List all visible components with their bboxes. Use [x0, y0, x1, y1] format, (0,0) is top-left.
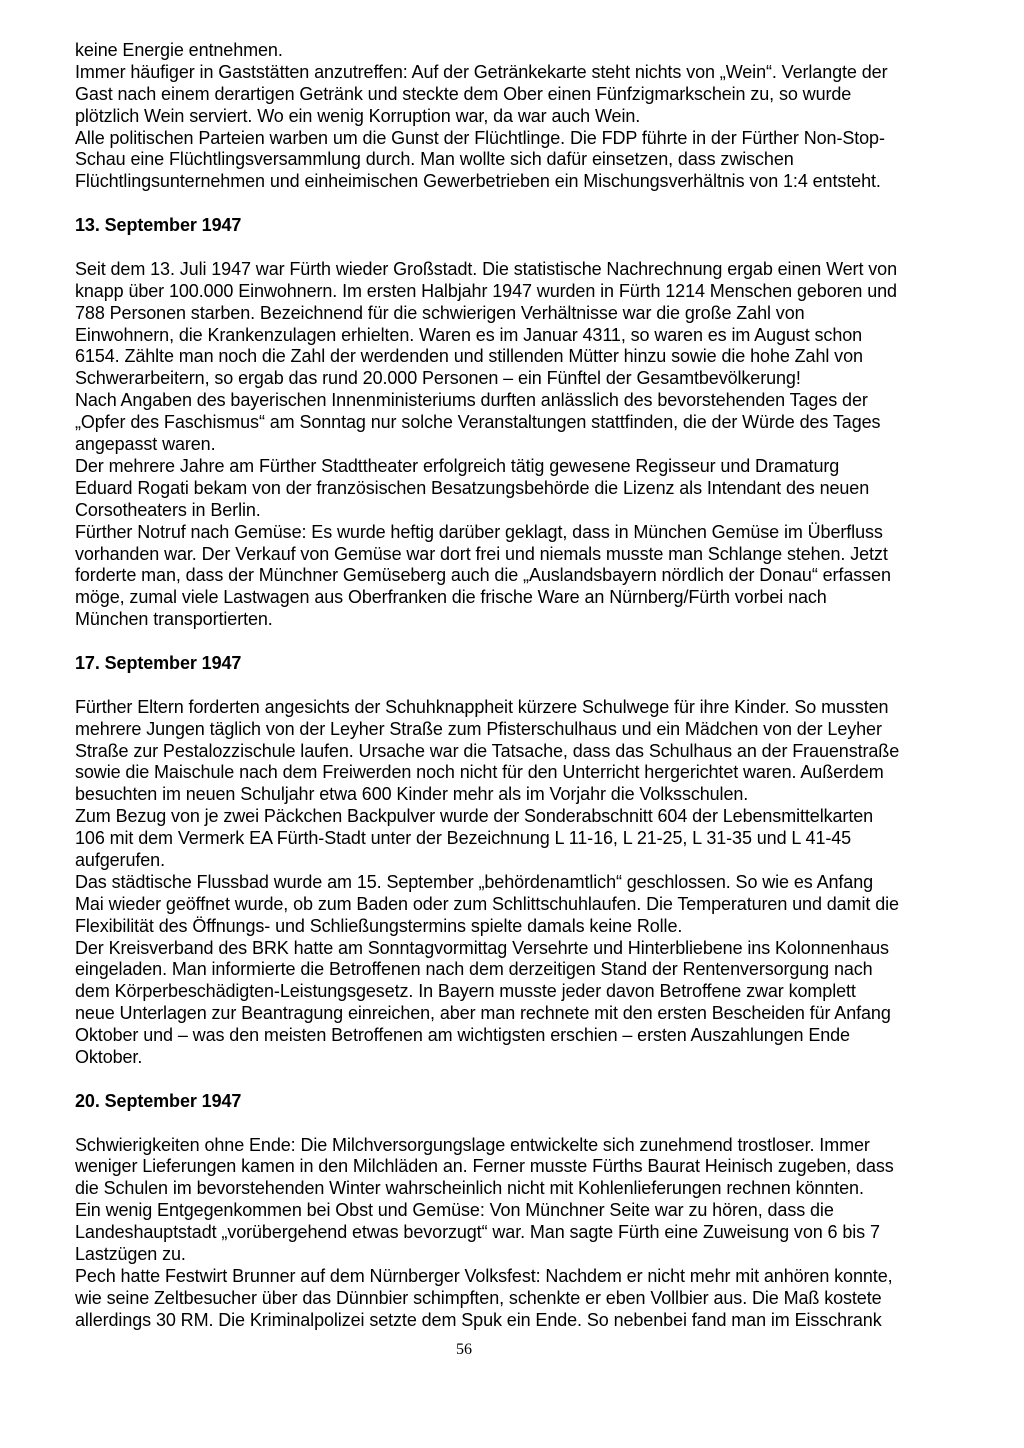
text-line: Schau eine Flüchtlingsversammlung durch. Man wollte sich dafür einsetzen, dass zwischen: [75, 149, 794, 170]
text-line: Zum Bezug von je zwei Päckchen Backpulver wurde der Sonderabschnitt 604 der Lebensmittelkarten: [75, 806, 874, 827]
section-heading: 20. September 1947: [75, 1090, 242, 1111]
text-line: Oktober und – was den meisten Betroffenen am wichtigsten erschien – ersten Auszahlungen Ende: [75, 1025, 850, 1046]
text-line: möge, zumal viele Lastwagen aus Oberfranken die frische Ware an Nürnberg/Fürth vorbei nach: [75, 587, 827, 608]
text-line: allerdings 30 RM. Die Kriminalpolizei setzte dem Spuk ein Ende. So nebenbei fand man im Eisschrank: [75, 1309, 882, 1330]
text-line: knapp über 100.000 Einwohnern. Im ersten Halbjahr 1947 wurden in Fürth 1214 Menschen geboren und: [75, 280, 897, 301]
text-line: München transportierten.: [75, 609, 273, 630]
text-line: Schwerarbeitern, so ergab das rund 20.000 Personen – ein Fünftel der Gesamtbevölkerung!: [75, 368, 801, 389]
section-17-september-1947: [75, 653, 955, 1069]
text-line: Ein wenig Entgegenkommen bei Obst und Gemüse: Von Münchner Seite war zu hören, dass die: [75, 1200, 834, 1221]
text-line: forderte man, dass der Münchner Gemüseberg auch die „Auslandsbayern nördlich der Donau“ erfassen: [75, 565, 891, 586]
section-13-september-1947: [75, 215, 955, 631]
text-line: Landeshauptstadt „vorübergehend etwas bevorzugt“ war. Man sagte Fürth eine Zuweisung von 6 bis 7: [75, 1222, 880, 1243]
document-body: [75, 40, 955, 1332]
text-line: Straße zur Pestalozzischule laufen. Ursache war die Tatsache, dass das Schulhaus an der Frauenstraße: [75, 740, 900, 761]
text-line: Einwohnern, die Krankenzulagen erhielten. Waren es im Januar 4311, so waren es im August schon: [75, 324, 863, 345]
text-line: Immer häufiger in Gaststätten anzutreffen: Auf der Getränkekarte steht nichts von „Wein“. Verlangte der: [75, 61, 888, 82]
text-line: 106 mit dem Vermerk EA Fürth-Stadt unter der Bezeichnung L 11-16, L 21-25, L 31-35 und L 41-45: [75, 828, 852, 849]
text-line: angepasst waren.: [75, 434, 216, 455]
intro-paragraph: [75, 40, 955, 193]
text-line: Seit dem 13. Juli 1947 war Fürth wieder Großstadt. Die statistische Nachrechnung ergab einen Wert von: [75, 258, 897, 279]
section-20-september-1947: [75, 1091, 955, 1332]
text-line: Corsotheaters in Berlin.: [75, 499, 261, 520]
text-line: Fürther Eltern forderten angesichts der Schuhknappheit kürzere Schulwege für ihre Kinder. So mussten: [75, 696, 889, 717]
text-line: besuchten im neuen Schuljahr etwa 600 Kinder mehr als im Vorjahr die Volksschulen.: [75, 784, 749, 805]
text-line: eingeladen. Man informierte die Betroffenen nach dem derzeitigen Stand der Rentenversorgung nach: [75, 959, 873, 980]
section-paragraphs: [75, 1135, 955, 1332]
text-line: „Opfer des Faschismus“ am Sonntag nur solche Veranstaltungen stattfinden, die der Würde des Tages: [75, 412, 881, 433]
section-paragraphs: [75, 697, 955, 1069]
text-line: Gast nach einem derartigen Getränk und steckte dem Ober einen Fünfzigmarkschein zu, so wurde: [75, 83, 852, 104]
text-line: 6154. Zählte man noch die Zahl der werdenden und stillenden Mütter hinzu sowie die hohe Zahl von: [75, 346, 863, 367]
text-line: aufgerufen.: [75, 849, 165, 870]
text-line: Der Kreisverband des BRK hatte am Sonntagvormittag Versehrte und Hinterbliebene ins Kolonnenhaus: [75, 937, 889, 958]
text-line: neue Unterlagen zur Beantragung einreichen, aber man rechnete mit den ersten Bescheiden für Anfang: [75, 1003, 891, 1024]
text-line: die Schulen im bevorstehenden Winter wahrscheinlich nicht mit Kohlenlieferungen rechnen könnten.: [75, 1178, 864, 1199]
text-line: weniger Lieferungen kamen in den Milchläden an. Ferner musste Fürths Baurat Heinisch zugeben, dass: [75, 1156, 894, 1177]
text-line: Fürther Notruf nach Gemüse: Es wurde heftig darüber geklagt, dass in München Gemüse im Überfluss: [75, 521, 883, 542]
text-line: dem Körperbeschädigten-Leistungsgesetz. In Bayern musste jeder davon Betroffene zwar komplett: [75, 981, 856, 1002]
section-paragraphs: [75, 259, 955, 631]
text-line: wie seine Zeltbesucher über das Dünnbier schimpften, schenkte er eben Vollbier aus. Die Maß kostete: [75, 1287, 882, 1308]
text-line: Der mehrere Jahre am Fürther Stadttheater erfolgreich tätig gewesene Regisseur und Dramaturg: [75, 455, 840, 476]
text-line: Schwierigkeiten ohne Ende: Die Milchversorgungslage entwickelte sich zunehmend trostloser. Immer: [75, 1134, 870, 1155]
section-heading: 17. September 1947: [75, 652, 242, 673]
section-heading: 13. September 1947: [75, 215, 242, 236]
text-line: Flexibilität des Öffnungs- und Schließungstermins spielte damals keine Rolle.: [75, 915, 683, 936]
text-line: Mai wieder geöffnet wurde, ob zum Baden oder zum Schlittschuhlaufen. Die Temperaturen und damit die: [75, 893, 899, 914]
text-line: sowie die Maischule nach dem Freiwerden noch nicht für den Unterricht hergerichtet waren. Außerdem: [75, 762, 884, 783]
text-line: Oktober.: [75, 1047, 143, 1067]
text-line: vorhanden war. Der Verkauf von Gemüse war dort frei und niemals musste man Schlange stehen. Jetzt: [75, 543, 888, 564]
text-line: mehrere Jungen täglich von der Leyher Straße zum Pfisterschulhaus und ein Mädchen von der Leyher: [75, 718, 882, 739]
text-line: Das städtische Flussbad wurde am 15. September „behördenamtlich“ geschlossen. So wie es Anfang: [75, 871, 874, 892]
text-line: Lastzügen zu.: [75, 1244, 186, 1265]
text-line: Alle politischen Parteien warben um die Gunst der Flüchtlinge. Die FDP führte in der Fürther Non-Stop-: [75, 127, 885, 148]
text-line: plötzlich Wein serviert. Wo ein wenig Korruption war, da war auch Wein.: [75, 105, 641, 126]
text-line: Eduard Rogati bekam von der französischen Besatzungsbehörde die Lizenz als Intendant des neuen: [75, 477, 870, 498]
text-line: keine Energie entnehmen.: [75, 40, 283, 60]
page-number: 56: [456, 1341, 472, 1358]
text-line: Flüchtlingsunternehmen und einheimischen Gewerbetrieben ein Mischungsverhältnis von 1:4 entsteht.: [75, 171, 881, 192]
text-line: Nach Angaben des bayerischen Innenministeriums durften anlässlich des bevorstehenden Tages der: [75, 390, 868, 411]
text-line: 788 Personen starben. Bezeichnend für die schwierigen Verhältnisse war die große Zahl von: [75, 302, 805, 323]
text-line: Pech hatte Festwirt Brunner auf dem Nürnberger Volksfest: Nachdem er nicht mehr mit anhören konnte,: [75, 1265, 893, 1286]
